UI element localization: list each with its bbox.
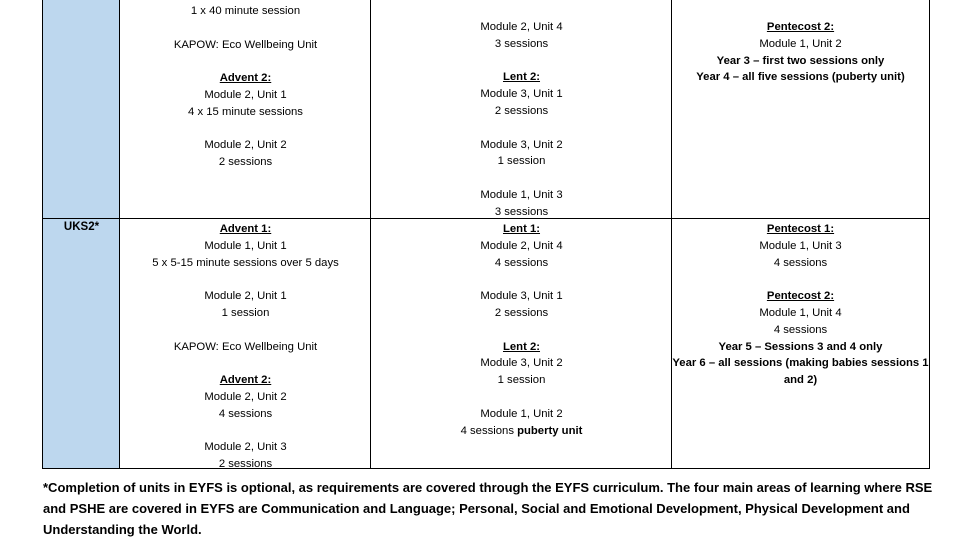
cell-line: [371, 355, 672, 372]
cell-line: [371, 406, 672, 423]
cell-text: 2 sessions: [494, 104, 549, 117]
cell-text: 1 session: [497, 155, 546, 168]
cell-text: Module 1, Unit 4: [759, 306, 842, 319]
cell-line: [371, 153, 672, 170]
cell-text: 4 x 15 minute sessions: [188, 105, 303, 118]
cell-text: Pentecost 2:: [766, 290, 835, 303]
row1-col3-cell: [672, 19, 929, 86]
cell-text: Module 2, Unit 3: [204, 441, 287, 454]
cell-text: Module 2, Unit 4: [480, 239, 563, 252]
cell-line: [672, 322, 929, 339]
spacer: [120, 322, 371, 339]
cell-text: Advent 2:: [219, 374, 272, 387]
cell-text: and 2): [783, 374, 818, 387]
cell-text: Year 4 – all five sessions (puberty unit): [696, 71, 905, 84]
term-heading: [120, 372, 371, 389]
cell-text: Module 3, Unit 1: [480, 290, 563, 303]
cell-line: [672, 355, 929, 372]
cell-text: 1 session: [497, 374, 546, 387]
cell-text: Module 3, Unit 2: [480, 138, 563, 151]
term-heading: [371, 221, 672, 238]
cell-text: Year 5 – Sessions 3 and 4 only: [718, 340, 883, 353]
cell-line: [371, 288, 672, 305]
curriculum-table: [42, 0, 930, 469]
row-label-uks2: UKS2*: [63, 221, 100, 233]
spacer: [120, 53, 371, 70]
cell-text: Year 3 – first two sessions only: [716, 54, 885, 67]
spacer: [672, 271, 929, 288]
cell-line: [371, 423, 672, 440]
cell-text: 4 sessions: [460, 424, 518, 437]
cell-line: [120, 154, 371, 171]
cell-text: Module 2, Unit 4: [480, 21, 563, 33]
cell-line: [672, 255, 929, 272]
cell-text: 4 sessions: [218, 407, 273, 420]
row1-label-cell: [43, 0, 120, 218]
cell-text: Module 3, Unit 1: [480, 88, 563, 101]
cell-text: Year 6 – all sessions (making babies sessions 1: [672, 357, 929, 370]
cell-text: Module 2, Unit 1: [204, 88, 287, 101]
cell-text: Module 1, Unit 3: [480, 188, 563, 201]
cell-text: Module 1, Unit 2: [759, 37, 842, 50]
cell-line: [371, 305, 672, 322]
spacer: [371, 53, 672, 70]
row2-label-cell: [43, 219, 120, 468]
cell-line: [120, 137, 371, 154]
cell-text: Module 2, Unit 2: [204, 139, 287, 152]
row1-col2-cell: [371, 19, 672, 221]
cell-text: Module 2, Unit 2: [204, 390, 287, 403]
cell-text: 2 sessions: [218, 458, 273, 471]
cell-text: 3 sessions: [494, 37, 549, 50]
spacer: [371, 120, 672, 137]
cell-text: 2 sessions: [218, 156, 273, 169]
spacer: [371, 389, 672, 406]
cell-text: Module 1, Unit 2: [480, 407, 563, 420]
cell-line: [120, 255, 371, 272]
grid-line: [119, 0, 120, 468]
cell-line: [672, 36, 929, 53]
cell-text: Pentecost 2:: [766, 21, 835, 33]
cell-line: [120, 3, 371, 20]
cell-line: [120, 389, 371, 406]
row2-col3-cell: [672, 221, 929, 389]
cell-text: 3 sessions: [494, 205, 549, 218]
cell-text: 5 x 5-15 minute sessions over 5 days: [152, 256, 339, 269]
cell-text: Pentecost 1:: [766, 223, 835, 235]
cell-text: Lent 1:: [502, 223, 541, 235]
cell-line: [120, 37, 371, 54]
spacer: [120, 355, 371, 372]
cell-line: [371, 137, 672, 154]
cell-line: [371, 372, 672, 389]
row1-col1-cell: [120, 3, 371, 171]
cell-line: [672, 372, 929, 389]
cell-line: [672, 53, 929, 70]
cell-line: [371, 36, 672, 53]
spacer: [371, 322, 672, 339]
cell-line: [371, 86, 672, 103]
cell-line: [371, 238, 672, 255]
term-heading: [672, 221, 929, 238]
spacer: [371, 170, 672, 187]
cell-line: [120, 305, 371, 322]
cell-text-bold: puberty unit: [517, 424, 583, 437]
spacer: [371, 271, 672, 288]
cell-line: [371, 103, 672, 120]
cell-line: [120, 406, 371, 423]
cell-text: Module 1, Unit 1: [204, 239, 287, 252]
cell-line: [672, 305, 929, 322]
spacer: [120, 271, 371, 288]
cell-line: [371, 255, 672, 272]
cell-text: Advent 1:: [219, 223, 272, 235]
cell-text: Module 1, Unit 3: [759, 239, 842, 252]
grid-line: [671, 0, 672, 468]
cell-text: Lent 2:: [502, 340, 541, 353]
cell-text: Module 2, Unit 1: [204, 290, 287, 303]
row2-col1-cell: [120, 221, 371, 473]
term-heading: [672, 288, 929, 305]
cell-text: 4 sessions: [773, 323, 828, 336]
cell-text: 4 sessions: [494, 256, 549, 269]
term-heading: [371, 339, 672, 356]
cell-text: Lent 2:: [502, 71, 541, 84]
cell-text: 1 x 40 minute session: [190, 5, 301, 17]
cell-text: 1 session: [221, 306, 270, 319]
spacer: [120, 20, 371, 37]
cell-line: [120, 288, 371, 305]
cell-text: KAPOW: Eco Wellbeing Unit: [173, 340, 318, 353]
term-heading: [120, 221, 371, 238]
cell-line: [672, 238, 929, 255]
row2-col2-cell: [371, 221, 672, 439]
cell-line: [120, 339, 371, 356]
grid-line: [370, 0, 371, 468]
cell-line: [672, 339, 929, 356]
term-heading: [120, 70, 371, 87]
cell-line: [371, 19, 672, 36]
cell-text: 2 sessions: [494, 306, 549, 319]
cell-text: KAPOW: Eco Wellbeing Unit: [173, 38, 318, 51]
grid-line: [43, 218, 929, 219]
term-heading: [672, 19, 929, 36]
cell-line: [120, 439, 371, 456]
cell-line: [672, 69, 929, 86]
footnote: *Completion of units in EYFS is optional, as requirements are covered through the EYFS curriculum. The four main areas of learning where RSE and PSHE are covered in EYFS are Communication and Language; Personal, Social and Emotional Development, Physical Development and Understanding the World.: [43, 480, 933, 537]
cell-line: [120, 238, 371, 255]
spacer: [120, 121, 371, 138]
spacer: [120, 423, 371, 440]
cell-line: [120, 456, 371, 473]
cell-text: Advent 2:: [219, 72, 272, 85]
cell-text: 4 sessions: [773, 256, 828, 269]
cell-line: [120, 87, 371, 104]
cell-line: [120, 104, 371, 121]
term-heading: [371, 69, 672, 86]
cell-line: [371, 187, 672, 204]
cell-text: Module 3, Unit 2: [480, 357, 563, 370]
